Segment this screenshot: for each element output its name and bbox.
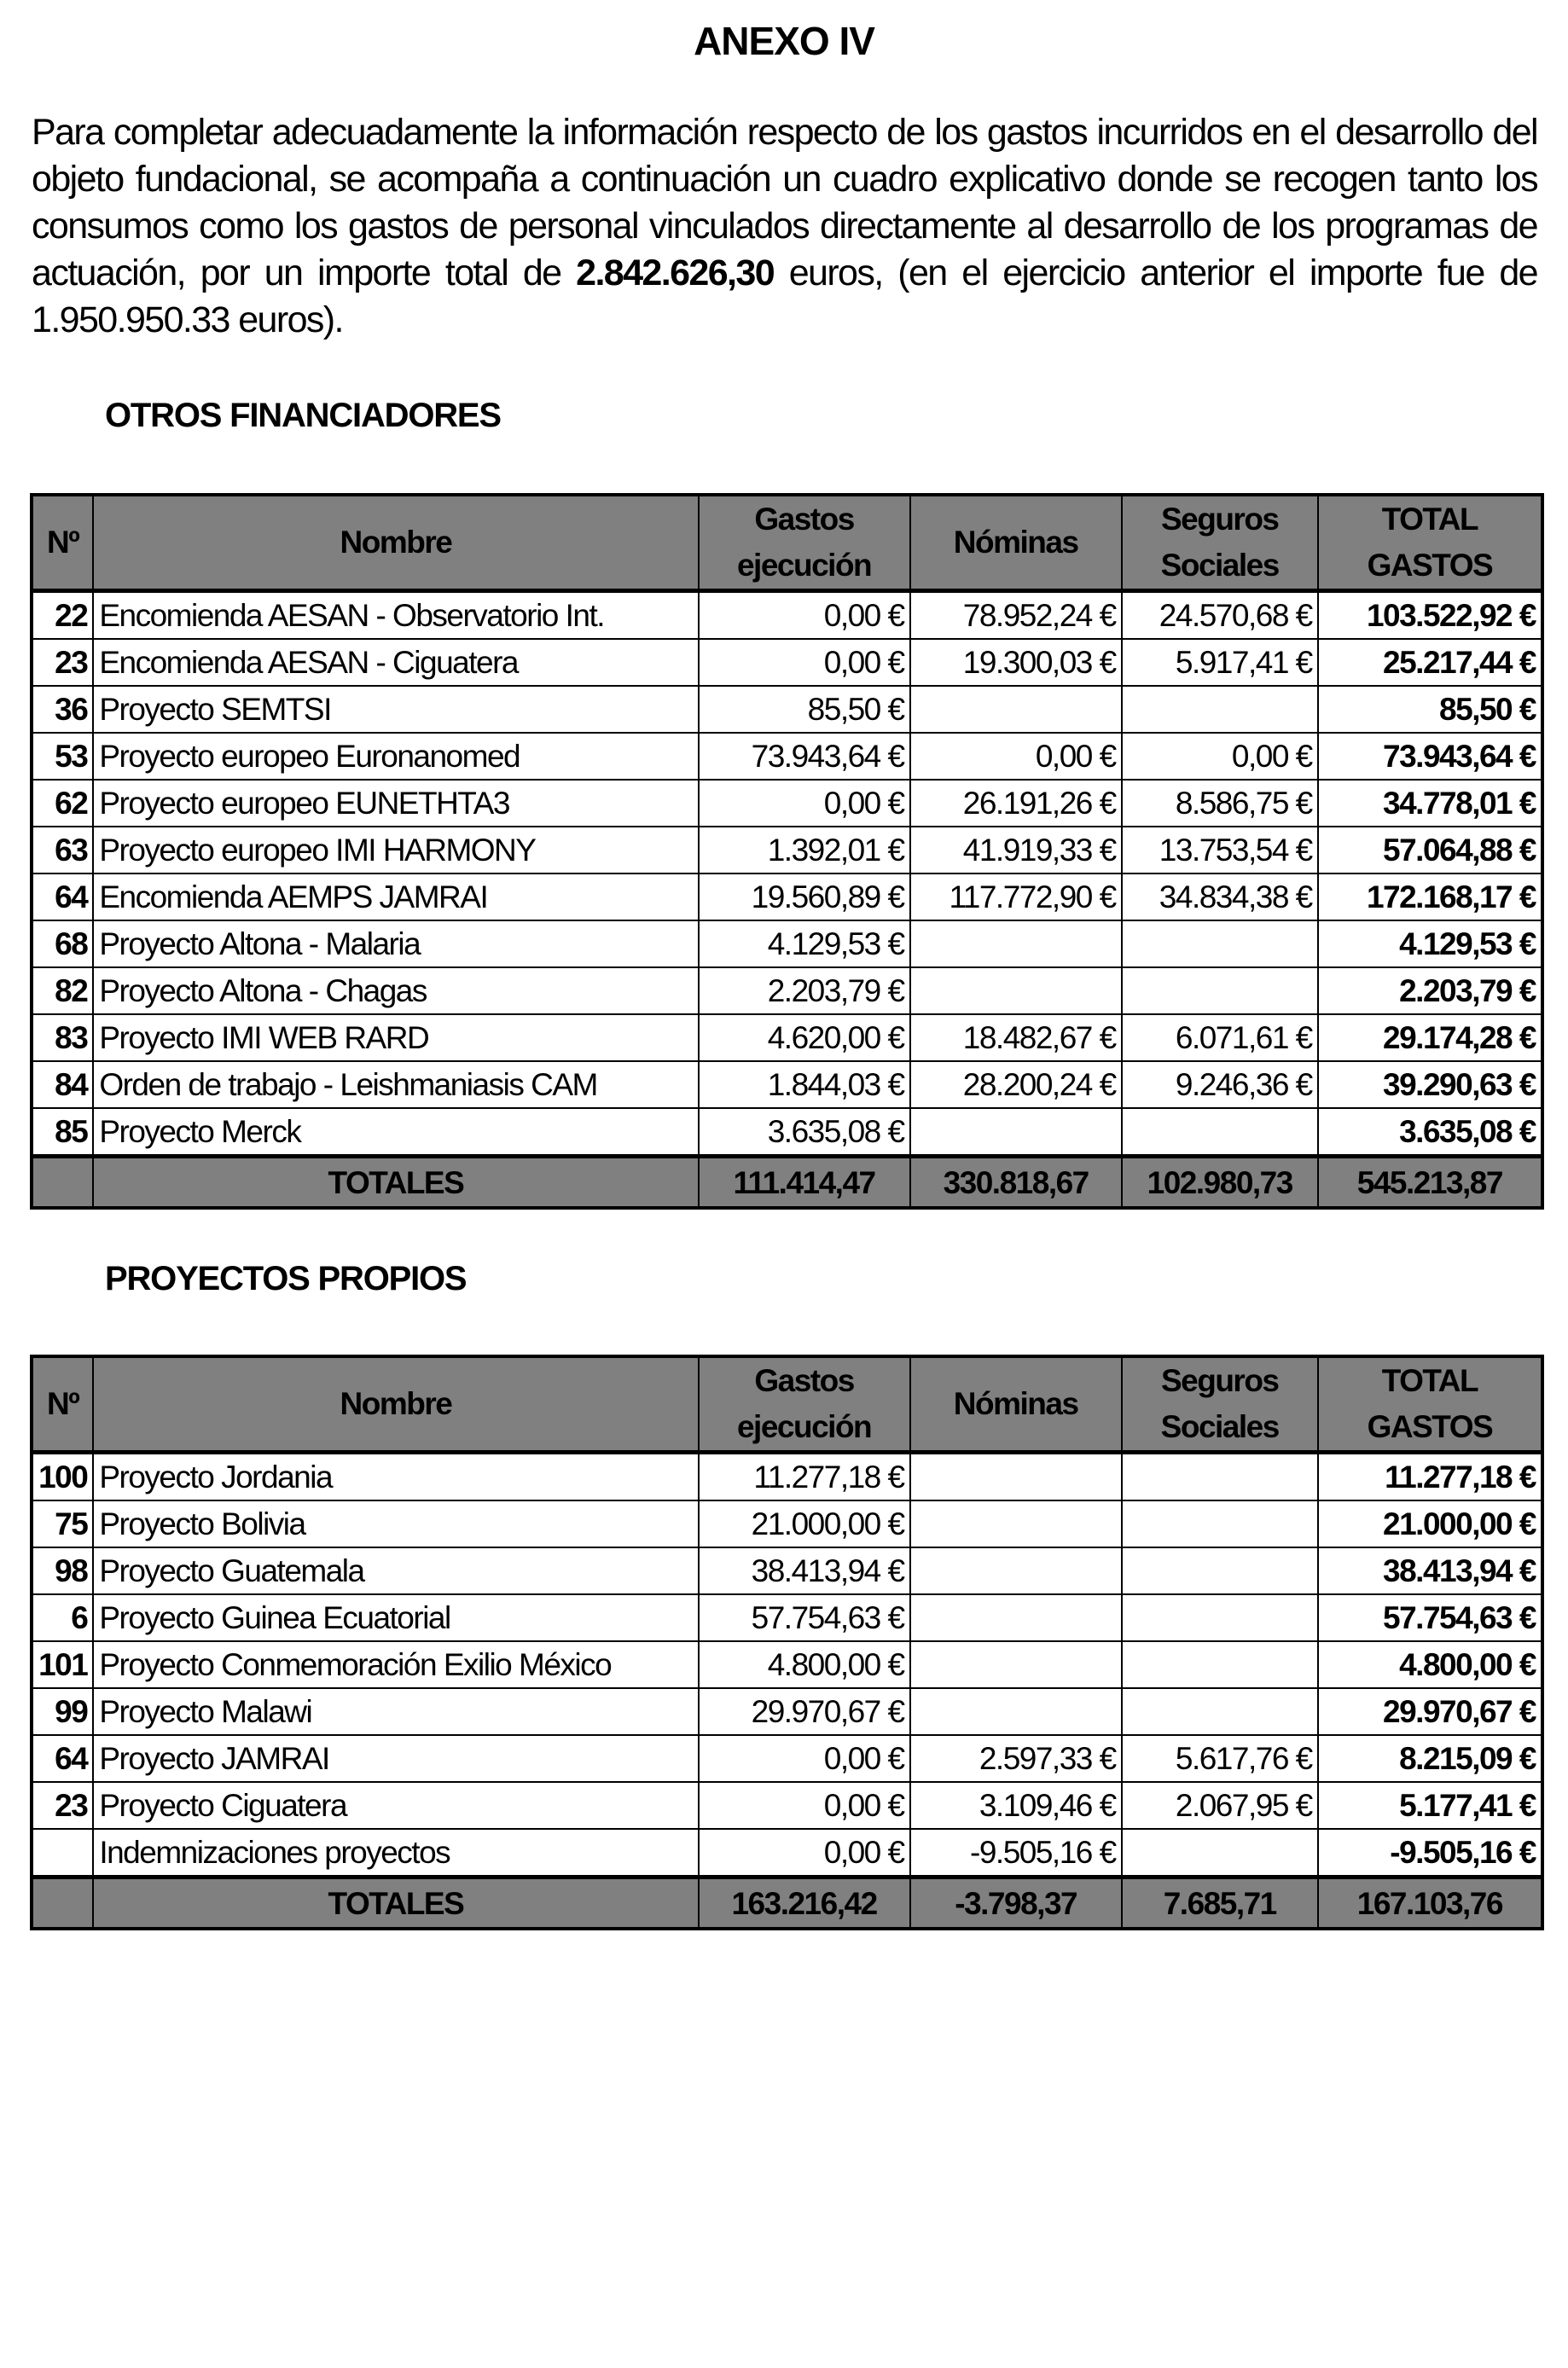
table-header-row	[32, 495, 1542, 591]
row-number: 64	[32, 873, 93, 920]
row-number	[32, 1829, 93, 1878]
row-seguros-sociales	[1122, 1641, 1318, 1688]
total-amount: 2.842.626,30	[576, 252, 775, 293]
row-name: Proyecto JAMRAI	[93, 1735, 698, 1782]
row-seguros-sociales: 24.570,68 €	[1122, 591, 1318, 640]
row-total-gastos: 21.000,00 €	[1318, 1500, 1542, 1547]
row-nominas	[910, 1688, 1122, 1735]
section-heading-proyectos-propios: PROYECTOS PROPIOS	[105, 1260, 467, 1297]
row-seguros-sociales: 5.617,76 €	[1122, 1735, 1318, 1782]
row-gastos-ejecucion: 0,00 €	[699, 780, 910, 827]
row-seguros-sociales	[1122, 1688, 1318, 1735]
col-header-nombre: Nombre	[93, 495, 698, 591]
row-nominas: 19.300,03 €	[910, 639, 1122, 686]
row-nominas: 18.482,67 €	[910, 1014, 1122, 1061]
row-name: Indemnizaciones proyectos	[93, 1829, 698, 1878]
row-gastos-ejecucion: 4.129,53 €	[699, 920, 910, 967]
row-name: Proyecto Malawi	[93, 1688, 698, 1735]
row-gastos-ejecucion: 57.754,63 €	[699, 1594, 910, 1641]
row-nominas: 78.952,24 €	[910, 591, 1122, 640]
table-row	[32, 1782, 1542, 1829]
table-row	[32, 639, 1542, 686]
totals-gastos-ejecucion: 111.414,47	[699, 1157, 910, 1209]
row-nominas	[910, 1108, 1122, 1157]
row-total-gastos: 11.277,18 €	[1318, 1453, 1542, 1501]
section-heading-otros-financiadores: OTROS FINANCIADORES	[105, 397, 501, 434]
row-nominas: 28.200,24 €	[910, 1061, 1122, 1108]
row-number: 53	[32, 733, 93, 780]
table-row	[32, 1829, 1542, 1878]
totals-gastos-ejecucion: 163.216,42	[699, 1878, 910, 1930]
row-total-gastos: 2.203,79 €	[1318, 967, 1542, 1014]
row-gastos-ejecucion: 3.635,08 €	[699, 1108, 910, 1157]
row-name: Proyecto Jordania	[93, 1453, 698, 1501]
row-name: Proyecto IMI WEB RARD	[93, 1014, 698, 1061]
col-header-seguros: Seguros Sociales	[1122, 1356, 1318, 1453]
row-seguros-sociales	[1122, 1547, 1318, 1594]
row-total-gastos: 172.168,17 €	[1318, 873, 1542, 920]
row-gastos-ejecucion: 0,00 €	[699, 639, 910, 686]
row-name: Proyecto europeo IMI HARMONY	[93, 827, 698, 873]
table-row	[32, 1500, 1542, 1547]
table-row	[32, 1061, 1542, 1108]
row-number: 6	[32, 1594, 93, 1641]
totals-label: TOTALES	[93, 1878, 698, 1930]
row-nominas	[910, 686, 1122, 733]
col-header-gastos: Gastos ejecución	[699, 495, 910, 591]
row-seguros-sociales: 0,00 €	[1122, 733, 1318, 780]
totals-nominas: 330.818,67	[910, 1157, 1122, 1209]
table-row	[32, 1641, 1542, 1688]
row-gastos-ejecucion: 0,00 €	[699, 1735, 910, 1782]
row-nominas: -9.505,16 €	[910, 1829, 1122, 1878]
row-seguros-sociales	[1122, 1108, 1318, 1157]
row-nominas	[910, 1500, 1122, 1547]
row-gastos-ejecucion: 29.970,67 €	[699, 1688, 910, 1735]
totals-row	[32, 1878, 1542, 1930]
row-seguros-sociales	[1122, 920, 1318, 967]
table-row	[32, 733, 1542, 780]
totals-empty	[32, 1878, 93, 1930]
row-name: Proyecto Merck	[93, 1108, 698, 1157]
table-row	[32, 1453, 1542, 1501]
row-seguros-sociales	[1122, 1829, 1318, 1878]
row-nominas	[910, 1453, 1122, 1501]
row-name: Proyecto Bolivia	[93, 1500, 698, 1547]
row-number: 85	[32, 1108, 93, 1157]
row-nominas: 117.772,90 €	[910, 873, 1122, 920]
col-header-n: Nº	[32, 495, 93, 591]
table-row	[32, 920, 1542, 967]
intro-text-after: euros, (en el ejercicio anterior el importe fue de 1.950.950.33 euros).	[32, 252, 1537, 340]
table-row	[32, 1688, 1542, 1735]
row-total-gastos: 34.778,01 €	[1318, 780, 1542, 827]
row-number: 62	[32, 780, 93, 827]
row-nominas	[910, 1547, 1122, 1594]
row-number: 100	[32, 1453, 93, 1501]
row-number: 23	[32, 1782, 93, 1829]
row-number: 99	[32, 1688, 93, 1735]
totals-empty	[32, 1157, 93, 1209]
row-seguros-sociales	[1122, 1453, 1318, 1501]
col-header-nombre: Nombre	[93, 1356, 698, 1453]
row-seguros-sociales: 6.071,61 €	[1122, 1014, 1318, 1061]
table-row	[32, 827, 1542, 873]
col-header-n: Nº	[32, 1356, 93, 1453]
row-total-gastos: 85,50 €	[1318, 686, 1542, 733]
col-header-gastos: Gastos ejecución	[699, 1356, 910, 1453]
col-header-total: TOTAL GASTOS	[1318, 1356, 1542, 1453]
row-name: Proyecto Altona - Malaria	[93, 920, 698, 967]
col-header-nominas: Nóminas	[910, 1356, 1122, 1453]
row-total-gastos: 4.129,53 €	[1318, 920, 1542, 967]
row-number: 36	[32, 686, 93, 733]
row-name: Proyecto Conmemoración Exilio México	[93, 1641, 698, 1688]
otros-financiadores-table	[30, 493, 1544, 1210]
row-gastos-ejecucion: 2.203,79 €	[699, 967, 910, 1014]
totals-seguros-sociales: 7.685,71	[1122, 1878, 1318, 1930]
row-seguros-sociales: 34.834,38 €	[1122, 873, 1318, 920]
row-seguros-sociales	[1122, 1594, 1318, 1641]
row-name: Proyecto Guinea Ecuatorial	[93, 1594, 698, 1641]
row-total-gastos: 5.177,41 €	[1318, 1782, 1542, 1829]
row-total-gastos: 4.800,00 €	[1318, 1641, 1542, 1688]
row-gastos-ejecucion: 21.000,00 €	[699, 1500, 910, 1547]
row-nominas: 41.919,33 €	[910, 827, 1122, 873]
row-name: Proyecto Altona - Chagas	[93, 967, 698, 1014]
totals-label: TOTALES	[93, 1157, 698, 1209]
row-total-gastos: 38.413,94 €	[1318, 1547, 1542, 1594]
row-nominas	[910, 920, 1122, 967]
table-row	[32, 780, 1542, 827]
row-total-gastos: 39.290,63 €	[1318, 1061, 1542, 1108]
row-number: 64	[32, 1735, 93, 1782]
document-title: ANEXO IV	[694, 19, 874, 63]
row-number: 75	[32, 1500, 93, 1547]
table-row	[32, 1594, 1542, 1641]
intro-text-before: Para completar adecuadamente la información respecto de los gastos incurridos en el desarrollo del objeto fundacional, se acompaña a continuación un cuadro explicativo donde se recogen tanto los consumos como los gastos de personal vinculados directamente al desarrollo de los programas de actuación, por un importe total de	[32, 112, 1537, 293]
row-nominas	[910, 967, 1122, 1014]
row-gastos-ejecucion: 73.943,64 €	[699, 733, 910, 780]
row-seguros-sociales: 8.586,75 €	[1122, 780, 1318, 827]
row-gastos-ejecucion: 1.844,03 €	[699, 1061, 910, 1108]
table-row	[32, 686, 1542, 733]
totals-nominas: -3.798,37	[910, 1878, 1122, 1930]
col-header-nominas: Nóminas	[910, 495, 1122, 591]
row-total-gastos: 3.635,08 €	[1318, 1108, 1542, 1157]
table-row	[32, 1735, 1542, 1782]
row-gastos-ejecucion: 19.560,89 €	[699, 873, 910, 920]
row-seguros-sociales: 2.067,95 €	[1122, 1782, 1318, 1829]
row-name: Proyecto europeo EUNETHTA3	[93, 780, 698, 827]
row-name: Proyecto Guatemala	[93, 1547, 698, 1594]
row-seguros-sociales	[1122, 686, 1318, 733]
row-total-gastos: 25.217,44 €	[1318, 639, 1542, 686]
totals-seguros-sociales: 102.980,73	[1122, 1157, 1318, 1209]
proyectos-propios-table	[30, 1355, 1544, 1930]
row-total-gastos: 103.522,92 €	[1318, 591, 1542, 640]
table-row	[32, 967, 1542, 1014]
row-number: 101	[32, 1641, 93, 1688]
col-header-total: TOTAL GASTOS	[1318, 495, 1542, 591]
row-number: 83	[32, 1014, 93, 1061]
row-number: 98	[32, 1547, 93, 1594]
row-seguros-sociales: 9.246,36 €	[1122, 1061, 1318, 1108]
row-number: 82	[32, 967, 93, 1014]
row-name: Proyecto europeo Euronanomed	[93, 733, 698, 780]
row-number: 23	[32, 639, 93, 686]
row-nominas	[910, 1594, 1122, 1641]
col-header-seguros: Seguros Sociales	[1122, 495, 1318, 591]
table-row	[32, 1014, 1542, 1061]
row-total-gastos: 29.970,67 €	[1318, 1688, 1542, 1735]
row-nominas: 26.191,26 €	[910, 780, 1122, 827]
row-gastos-ejecucion: 4.620,00 €	[699, 1014, 910, 1061]
row-nominas: 0,00 €	[910, 733, 1122, 780]
totals-total-gastos: 545.213,87	[1318, 1157, 1542, 1209]
row-nominas: 2.597,33 €	[910, 1735, 1122, 1782]
intro-paragraph	[32, 109, 1537, 344]
row-total-gastos: 8.215,09 €	[1318, 1735, 1542, 1782]
row-number: 63	[32, 827, 93, 873]
row-seguros-sociales: 5.917,41 €	[1122, 639, 1318, 686]
row-gastos-ejecucion: 0,00 €	[699, 1782, 910, 1829]
row-number: 68	[32, 920, 93, 967]
row-gastos-ejecucion: 0,00 €	[699, 591, 910, 640]
row-seguros-sociales	[1122, 967, 1318, 1014]
row-gastos-ejecucion: 38.413,94 €	[699, 1547, 910, 1594]
row-number: 22	[32, 591, 93, 640]
row-seguros-sociales	[1122, 1500, 1318, 1547]
row-gastos-ejecucion: 1.392,01 €	[699, 827, 910, 873]
table-row	[32, 1108, 1542, 1157]
row-nominas: 3.109,46 €	[910, 1782, 1122, 1829]
table-row	[32, 591, 1542, 640]
row-number: 84	[32, 1061, 93, 1108]
row-name: Encomienda AESAN - Observatorio Int.	[93, 591, 698, 640]
row-total-gastos: 29.174,28 €	[1318, 1014, 1542, 1061]
row-seguros-sociales: 13.753,54 €	[1122, 827, 1318, 873]
table-row	[32, 1547, 1542, 1594]
row-total-gastos: 73.943,64 €	[1318, 733, 1542, 780]
row-name: Proyecto SEMTSI	[93, 686, 698, 733]
row-name: Proyecto Ciguatera	[93, 1782, 698, 1829]
row-name: Encomienda AESAN - Ciguatera	[93, 639, 698, 686]
row-total-gastos: -9.505,16 €	[1318, 1829, 1542, 1878]
row-total-gastos: 57.754,63 €	[1318, 1594, 1542, 1641]
row-nominas	[910, 1641, 1122, 1688]
row-total-gastos: 57.064,88 €	[1318, 827, 1542, 873]
row-gastos-ejecucion: 85,50 €	[699, 686, 910, 733]
row-gastos-ejecucion: 4.800,00 €	[699, 1641, 910, 1688]
row-name: Orden de trabajo - Leishmaniasis CAM	[93, 1061, 698, 1108]
totals-total-gastos: 167.103,76	[1318, 1878, 1542, 1930]
row-gastos-ejecucion: 11.277,18 €	[699, 1453, 910, 1501]
table-header-row	[32, 1356, 1542, 1453]
table-row	[32, 873, 1542, 920]
row-gastos-ejecucion: 0,00 €	[699, 1829, 910, 1878]
row-name: Encomienda AEMPS JAMRAI	[93, 873, 698, 920]
totals-row	[32, 1157, 1542, 1209]
